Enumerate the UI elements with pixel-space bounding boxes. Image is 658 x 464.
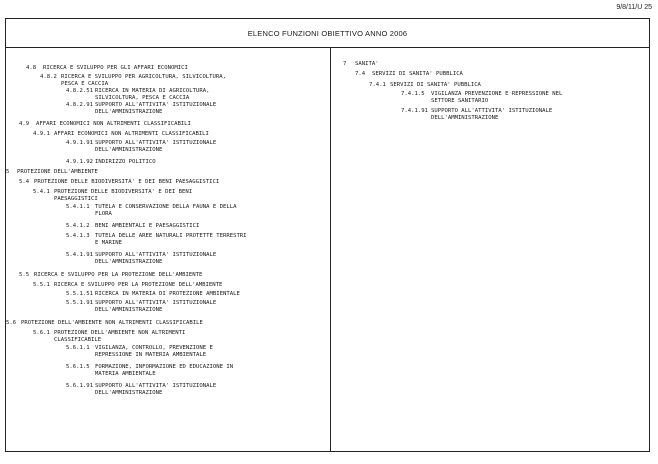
function-entry [19,272,202,279]
function-entry [33,131,209,138]
function-code: 5.4.1 [33,189,50,195]
function-description: FORMAZIONE, INFORMAZIONE ED EDUCAZIONE IN MATERIA AMBIENTALE [95,364,234,377]
function-description: INDIRIZZO POLITICO [95,159,156,165]
function-description: PROTEZIONE DELLE BIODIVERSITA' E DEI BENI PAESAGGISTICI [34,179,220,185]
function-entry [6,169,98,176]
function-code: 7.4.1 [369,82,386,88]
function-description: SUPPORTO ALL'ATTIVITA' ISTITUZIONALE DELL'AMMINISTRAZIONE [95,252,217,265]
function-entry [66,364,233,378]
function-entry [19,179,219,186]
function-entry [66,159,156,166]
function-entry [26,65,188,72]
function-description: RICERCA E SVILUPPO PER LA PROTEZIONE DELL'AMBIENTE [54,282,223,288]
function-entry [33,330,185,344]
function-code: 5.5.1.91 [66,300,93,306]
page-reference: 9/8/11/U 25 [616,4,652,11]
function-description: TUTELA DELLE AREE NATURALI PROTETTE TERRESTRI E MARINE [95,233,247,246]
function-entry [66,345,213,359]
function-code: 4.9.1 [33,131,50,137]
function-entry [40,74,226,88]
function-description: RICERCA E SVILUPPO PER LA PROTEZIONE DELL'AMBIENTE [34,272,203,278]
function-description: SUPPORTO ALL'ATTIVITA' ISTITUZIONALE DELL'AMMINISTRAZIONE [95,300,217,313]
function-entry [66,102,216,116]
document-frame [5,18,650,452]
function-entry [66,204,236,218]
function-description: RICERCA IN MATERIA DI PROTEZIONE AMBIENTALE [95,291,240,297]
left-column [6,47,330,451]
function-code: 5.4 [19,179,30,185]
function-entry [369,82,481,89]
function-code: 5.4.1.91 [66,252,93,258]
function-entry [355,71,463,78]
function-entry [66,300,216,314]
function-entry [33,282,222,289]
document-title: ELENCO FUNZIONI OBIETTIVO ANNO 2006 [6,19,649,48]
function-description: SUPPORTO ALL'ATTIVITA' ISTITUZIONALE DELL'AMMINISTRAZIONE [431,108,553,121]
function-entry [401,91,562,105]
function-entry [401,108,552,122]
function-code: 5.6.1.91 [66,383,93,389]
function-code: 5.4.1.2 [66,223,90,229]
function-code: 7.4.1.5 [401,91,425,97]
function-entry [66,291,240,298]
function-description: PROTEZIONE DELL'AMBIENTE NON ALTRIMENTI CLASSIFICABILE [54,330,186,343]
function-entry [343,61,379,68]
function-description: RICERCA E SVILUPPO PER GLI AFFARI ECONOMICI [43,65,188,71]
function-code: 5.4.1.1 [66,204,90,210]
function-entry [66,233,247,247]
function-code: 4.9 [19,121,30,127]
function-description: SUPPORTO ALL'ATTIVITA' ISTITUZIONALE DELL'AMMINISTRAZIONE [95,102,217,115]
right-column [331,47,649,451]
function-description: PROTEZIONE DELL'AMBIENTE [17,169,98,175]
function-code: 7.4 [355,71,366,77]
function-description: SERVIZI DI SANITA' PUBBLICA [390,82,481,88]
function-code: 5.4.1.3 [66,233,90,239]
function-description: RICERCA E SVILUPPO PER AGRICOLTURA, SILVICOLTURA, PESCA E CACCIA [61,74,227,87]
function-description: PROTEZIONE DELLE BIODIVERSITA' E DEI BENI PAESAGGISTICI [54,189,193,202]
function-code: 5.6.1 [33,330,50,336]
function-description: PROTEZIONE DELL'AMBIENTE NON ALTRIMENTI CLASSIFICABILE [21,320,203,326]
function-entry [66,88,210,102]
function-entry [66,140,216,154]
function-code: 5.5.1.51 [66,291,93,297]
function-entry [66,252,216,266]
function-code: 4.9.1.92 [66,159,93,165]
function-description: VIGILANZA PREVENZIONE E REPRESSIONE NEL SETTORE SANITARIO [431,91,563,104]
function-entry [6,320,203,327]
function-code: 5.6 [6,320,17,326]
function-code: 5.6.1.1 [66,345,90,351]
function-entry [33,189,192,203]
function-code: 4.8.2.91 [66,102,93,108]
function-code: 5 [6,169,10,175]
function-description: AFFARI ECONOMICI NON ALTRIMENTI CLASSIFICABILI [36,121,191,127]
function-code: 7 [343,61,347,67]
function-description: VIGILANZA, CONTROLLO, PREVENZIONE E REPRESSIONE IN MATERIA AMBIENTALE [95,345,213,358]
function-description: SUPPORTO ALL'ATTIVITA' ISTITUZIONALE DELL'AMMINISTRAZIONE [95,140,217,153]
function-code: 4.9.1.91 [66,140,93,146]
function-code: 4.8.2.51 [66,88,93,94]
function-entry [66,223,199,230]
function-code: 7.4.1.91 [401,108,428,114]
function-description: SUPPORTO ALL'ATTIVITA' ISTITUZIONALE DELL'AMMINISTRAZIONE [95,383,217,396]
function-entry [19,121,191,128]
function-entry [66,383,216,397]
function-code: 4.8.2 [40,74,57,80]
function-description: BENI AMBIENTALI E PAESAGGISTICI [95,223,200,229]
function-code: 5.6.1.5 [66,364,90,370]
function-code: 5.5.1 [33,282,50,288]
function-description: SANITA' [355,61,379,67]
function-description: SERVIZI DI SANITA' PUBBLICA [372,71,463,77]
function-description: TUTELA E CONSERVAZIONE DELLA FAUNA E DELLA FLORA [95,204,237,217]
function-description: AFFARI ECONOMICI NON ALTRIMENTI CLASSIFICABILI [54,131,209,137]
function-code: 4.8 [26,65,37,71]
function-code: 5.5 [19,272,30,278]
function-description: RICERCA IN MATERIA DI AGRICOLTURA, SILVICOLTURA, PESCA E CACCIA [95,88,210,101]
